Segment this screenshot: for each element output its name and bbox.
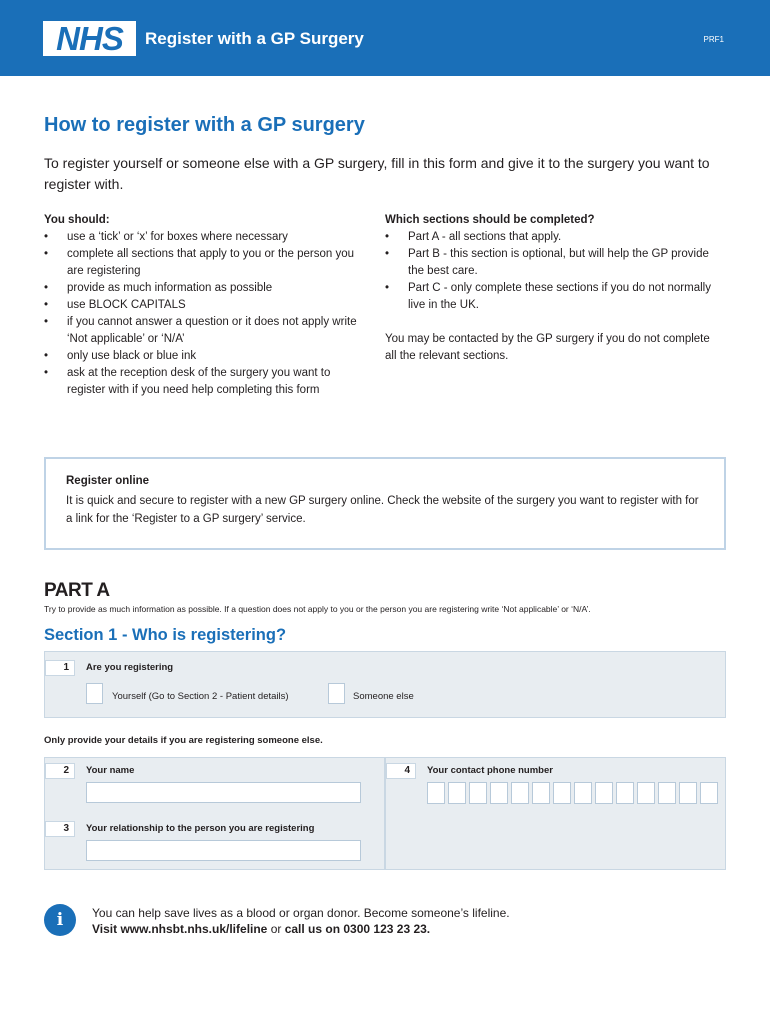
list-item: • use BLOCK CAPITALS — [44, 297, 359, 314]
phone-digit-box[interactable] — [469, 782, 487, 804]
section-1-title: Section 1 - Who is registering? — [44, 626, 287, 644]
your-name-field[interactable] — [86, 782, 361, 803]
phone-digit-box[interactable] — [490, 782, 508, 804]
question-1-label: Are you registering — [86, 662, 174, 673]
phone-digit-box[interactable] — [427, 782, 445, 804]
question-1-box — [44, 651, 726, 718]
you-should-column — [44, 212, 359, 399]
intro-text: To register yourself or someone else with a GP surgery, fill in this form and give it to the surgery you want to register with. — [44, 155, 710, 192]
you-should-list — [44, 229, 359, 399]
list-item: • only use black or blue ink — [44, 348, 359, 365]
header-title: Register with a GP Surgery — [145, 29, 364, 48]
part-a-note: Try to provide as much information as possible. If a question does not apply to you or the person you are registering write ‘Not applicable’ or ‘N/A’. — [44, 604, 591, 614]
phone-digit-box[interactable] — [553, 782, 571, 804]
phone-digit-box[interactable] — [637, 782, 655, 804]
only-provide-note: Only provide your details if you are registering someone else. — [44, 735, 323, 746]
phone-number-label: Your contact phone number — [427, 765, 553, 776]
question-number: 4 — [386, 763, 416, 779]
list-item: • Part C - only complete these sections if you do not normally live in the UK. — [385, 280, 715, 314]
lifeline-link[interactable]: Visit www.nhsbt.nhs.uk/lifeline — [92, 922, 268, 936]
donor-message: You can help save lives as a blood or organ donor. Become someone’s lifeline. — [92, 906, 510, 920]
list-item: • complete all sections that apply to you or the person you are registering — [44, 246, 359, 280]
register-online-text: It is quick and secure to register with a new GP surgery online. Check the website of the surgery you want to register with for a link for the ‘Register to a GP surgery’ service. — [66, 495, 699, 525]
list-item: • Part A - all sections that apply. — [385, 229, 715, 246]
list-item: • if you cannot answer a question or it does not apply write ‘Not applicable’ or ‘N/A’ — [44, 314, 359, 348]
list-item: • provide as much information as possible — [44, 280, 359, 297]
register-online-box — [44, 457, 726, 550]
phone-digit-box[interactable] — [679, 782, 697, 804]
contact-note: You may be contacted by the GP surgery if you do not complete all the relevant sections. — [385, 333, 710, 362]
info-icon: i — [44, 904, 76, 936]
phone-digit-box[interactable] — [574, 782, 592, 804]
donor-phone: call us on 0300 123 23 23. — [284, 922, 431, 936]
list-item: • ask at the reception desk of the surgery you want to register with if you need help completing this form — [44, 365, 359, 399]
list-item: • use a ‘tick’ or ‘x’ for boxes where necessary — [44, 229, 359, 246]
phone-digit-box[interactable] — [700, 782, 718, 804]
phone-digit-box[interactable] — [448, 782, 466, 804]
page-header — [0, 0, 770, 76]
relationship-field[interactable] — [86, 840, 361, 861]
yourself-option-label: Yourself (Go to Section 2 - Patient details) — [112, 691, 289, 702]
yourself-checkbox[interactable] — [86, 683, 103, 704]
someone-else-option-label: Someone else — [353, 691, 414, 702]
relationship-label: Your relationship to the person you are registering — [86, 823, 315, 834]
question-4-box — [385, 757, 726, 870]
which-sections-heading: Which sections should be completed? — [385, 214, 595, 226]
question-number: 3 — [45, 821, 75, 837]
form-code: PRF1 — [703, 35, 724, 44]
which-sections-list — [385, 229, 715, 314]
phone-digit-box[interactable] — [616, 782, 634, 804]
list-item: • Part B - this section is optional, but will help the GP provide the best care. — [385, 246, 715, 280]
you-should-heading: You should: — [44, 214, 110, 226]
phone-digit-box[interactable] — [658, 782, 676, 804]
which-sections-column — [385, 212, 715, 365]
nhs-logo — [43, 21, 136, 56]
donor-contact — [92, 922, 430, 936]
nhs-logo-text: NHS — [56, 20, 123, 57]
page-title: How to register with a GP surgery — [44, 114, 365, 136]
someone-else-checkbox[interactable] — [328, 683, 345, 704]
register-online-title: Register online — [66, 475, 150, 487]
donor-or-text: or — [267, 922, 285, 936]
phone-digit-box[interactable] — [532, 782, 550, 804]
phone-digit-box[interactable] — [595, 782, 613, 804]
questions-2-3-box — [44, 757, 385, 870]
phone-number-field[interactable] — [427, 782, 721, 804]
question-number: 1 — [45, 660, 75, 676]
part-a-title: PART A — [44, 580, 110, 601]
your-name-label: Your name — [86, 765, 135, 776]
question-number: 2 — [45, 763, 75, 779]
phone-digit-box[interactable] — [511, 782, 529, 804]
